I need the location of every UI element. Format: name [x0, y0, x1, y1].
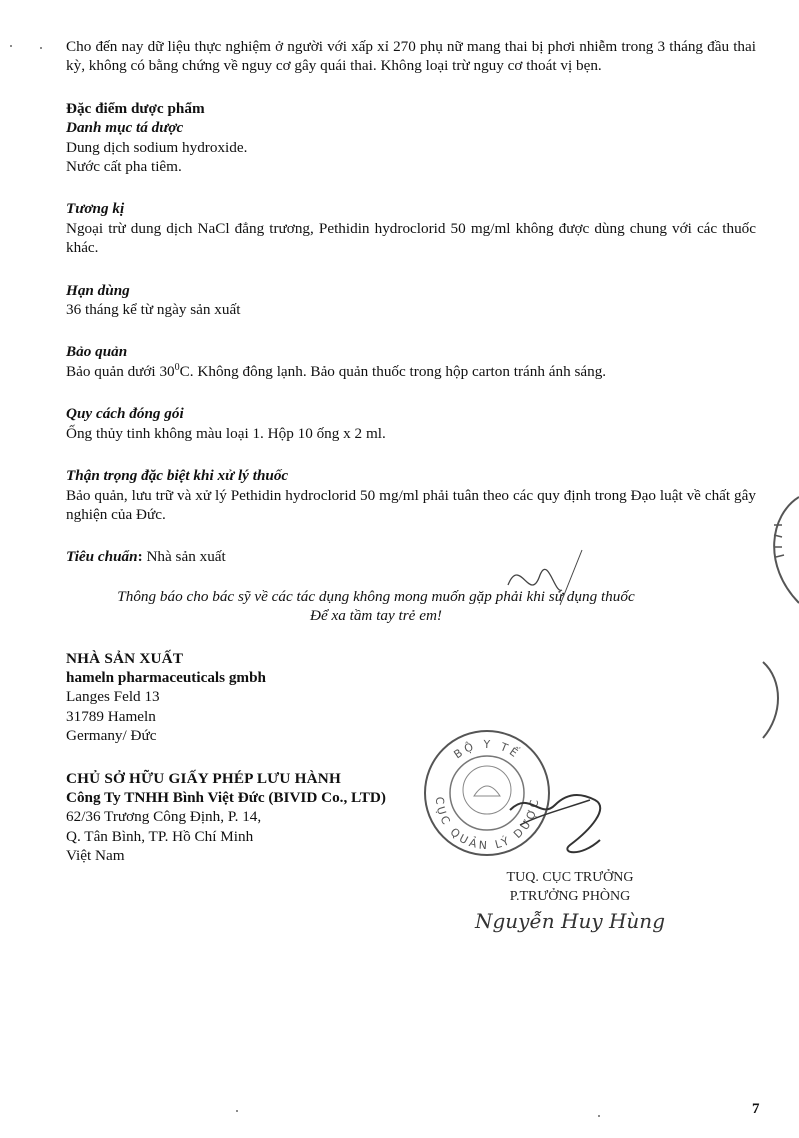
shelf-heading: Hạn dùng — [66, 281, 130, 299]
notice-line-1: Thông báo cho bác sỹ về các tác dụng không mong muốn gặp phải khi sử dụng thuốc — [117, 587, 635, 605]
storage-text-post: C. Không đông lạnh. Bảo quản thuốc trong hộp carton tránh ánh sáng. — [179, 362, 607, 380]
initials-mark — [500, 545, 590, 615]
handwritten-signature — [500, 770, 620, 860]
notice-block — [66, 587, 686, 626]
storage-text-pre: Bảo quản dưới 30 — [66, 362, 175, 380]
edge-stamp-mark — [758, 660, 799, 740]
notice-line-2: Để xa tầm tay trẻ em! — [309, 607, 442, 625]
stamp-top-text: BỘ Y TẾ — [451, 737, 523, 762]
signature-title-2: P.TRƯỞNG PHÒNG — [509, 889, 631, 904]
excipients-heading: Danh mục tá dược — [66, 119, 184, 137]
signature-block — [470, 868, 670, 936]
scan-speck — [10, 45, 12, 47]
manufacturer-address-line: Germany/ Đức — [66, 727, 157, 745]
standard-label: Tiêu chuẩn — [66, 548, 138, 566]
manufacturer-address-line: 31789 Hameln — [66, 707, 156, 725]
edge-stamp-mark — [760, 495, 799, 605]
standard-value: Nhà sản xuất — [142, 548, 226, 566]
excipient-item: Dung dịch sodium hydroxide. — [66, 138, 248, 156]
document-body — [66, 37, 756, 866]
pack-text: Ống thủy tinh không màu loại 1. Hộp 10 ống x 2 ml. — [66, 424, 386, 442]
holder-heading: CHỦ SỞ HỮU GIẤY PHÉP LƯU HÀNH — [66, 769, 341, 787]
handling-heading: Thận trọng đặc biệt khi xử lý thuốc — [66, 467, 289, 485]
holder-address-line: 62/36 Trương Công Định, P. 14, — [66, 808, 262, 826]
pack-heading: Quy cách đóng gói — [66, 405, 184, 423]
svg-text:BỘ Y TẾ — [452, 738, 524, 762]
incompat-text: Ngoại trừ dung dịch NaCl đẳng trương, Pethidin hydroclorid 50 mg/ml không được dùng chung với các thuốc khác. — [66, 219, 756, 257]
shelf-text: 36 tháng kể từ ngày sản xuất — [66, 301, 241, 319]
storage-degree: 0 — [174, 361, 180, 373]
standard-line — [66, 547, 756, 566]
incompat-heading: Tương kị — [66, 200, 125, 218]
stamp-bottom-text: CỤC QUẢN LÝ DƯỢC — [432, 796, 542, 853]
pharm-heading: Đặc điểm dược phẩm — [66, 99, 205, 117]
scan-speck — [40, 47, 42, 49]
signature-title-1: TUQ. CỤC TRƯỞNG — [506, 870, 634, 885]
standard-colon: : — [137, 548, 143, 566]
signer-name: Nguyễn Huy Hùng — [474, 909, 665, 933]
manufacturer-name: hameln pharmaceuticals gmbh — [66, 668, 266, 686]
holder-name: Công Ty TNHH Bình Việt Đức (BIVID Co., LTD) — [66, 788, 386, 806]
scan-speck — [598, 1115, 600, 1117]
page-number: 7 — [752, 1101, 760, 1117]
holder-address-line: Việt Nam — [66, 847, 125, 865]
storage-heading: Bảo quản — [66, 343, 128, 361]
manufacturer-heading: NHÀ SẢN XUẤT — [66, 649, 184, 667]
manufacturer-address-line: Langes Feld 13 — [66, 688, 160, 706]
storage-text — [66, 362, 756, 381]
handling-text: Bảo quản, lưu trữ và xử lý Pethidin hydroclorid 50 mg/ml phải tuân theo các quy định trong Đạo luật về chất gây nghiện của Đức. — [66, 486, 756, 523]
intro-paragraph: Cho đến nay dữ liệu thực nghiệm ở người với xấp xỉ 270 phụ nữ mang thai bị phơi nhiễm trong 3 tháng đầu thai kỳ, không có bằng chứng về nguy cơ gây quái thai. Không loại trừ nguy cơ thoát vị bẹn. — [66, 38, 756, 75]
excipient-item: Nước cất pha tiêm. — [66, 158, 182, 176]
scan-speck — [236, 1110, 238, 1112]
holder-address-line: Q. Tân Bình, TP. Hồ Chí Minh — [66, 827, 254, 845]
